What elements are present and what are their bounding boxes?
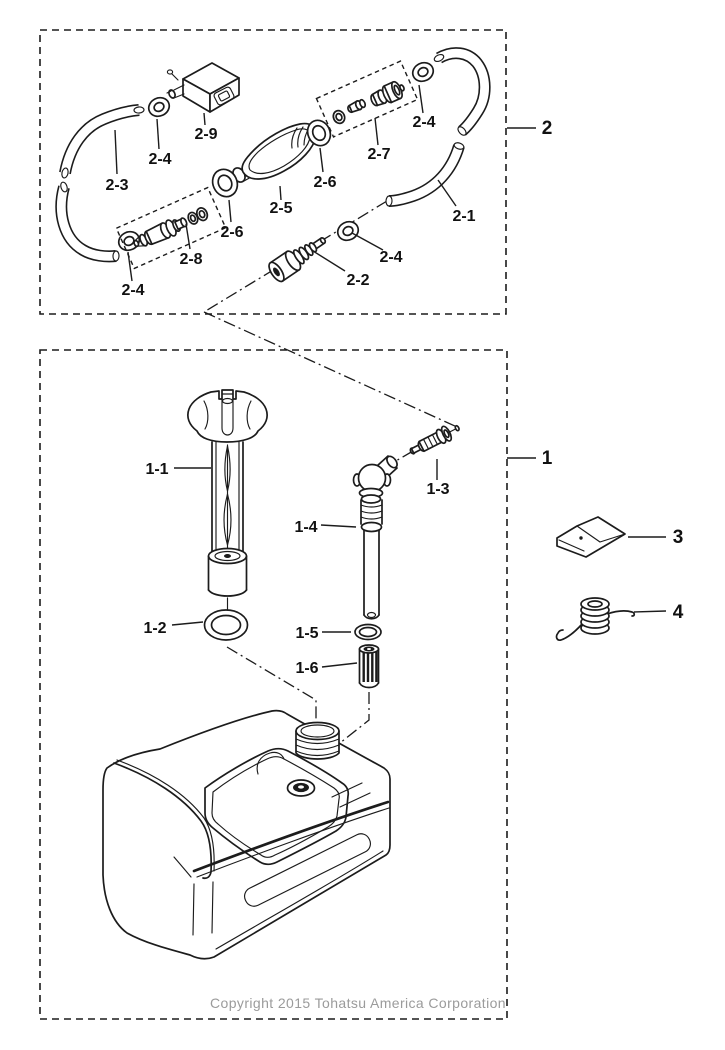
part-1-2-gasket [205, 610, 248, 640]
part-label-2-1: 2-1 [452, 208, 476, 225]
part-2-3-hose [61, 107, 144, 179]
part-2-5-primer-bulb [230, 124, 316, 185]
part-label-2-8: 2-8 [179, 251, 203, 268]
part-label-1-3: 1-3 [426, 481, 450, 498]
part-2-4-nut-1 [146, 94, 173, 119]
part-2-4-nut-4 [410, 59, 437, 84]
part-label-2-5: 2-5 [269, 200, 293, 217]
part-label-2-7: 2-7 [367, 146, 391, 163]
part-2-8-connector-assembly [131, 204, 210, 252]
part-label-2-4-d: 2-4 [379, 249, 403, 266]
leader-lines [115, 85, 666, 667]
part-label-1-2: 1-2 [143, 620, 167, 637]
part-2-2-fuel-connector [266, 230, 331, 283]
part-label-2-2: 2-2 [346, 272, 370, 289]
item-4-spring [557, 598, 635, 640]
part-2-4-nut-2 [116, 228, 143, 253]
part-label-2-3: 2-3 [105, 177, 129, 194]
part-2-1-hose-upper [433, 53, 484, 137]
part-label-1-5: 1-5 [295, 625, 319, 642]
group-label-2: 2 [541, 118, 553, 139]
item-label-3: 3 [672, 527, 684, 548]
part-label-2-9: 2-9 [194, 126, 218, 143]
part-2-9-connector [167, 63, 239, 112]
part-2-7-connector-assembly [331, 79, 407, 125]
part-label-2-4-c: 2-4 [121, 282, 145, 299]
part-label-2-4-b: 2-4 [412, 114, 436, 131]
part-2-4-nut-3 [335, 218, 362, 243]
part-1-6-filter [360, 645, 379, 688]
group-label-1: 1 [541, 448, 553, 469]
part-label-2-4-a: 2-4 [148, 151, 172, 168]
sub-box-2-7 [316, 61, 417, 137]
part-label-1-4: 1-4 [294, 519, 318, 536]
fuel-tank-body [103, 711, 390, 959]
part-label-2-6-a: 2-6 [220, 224, 244, 241]
item-label-4: 4 [672, 602, 684, 623]
part-1-4-elbow-pipe [354, 454, 400, 618]
copyright-text: Copyright 2015 Tohatsu America Corporation [210, 995, 506, 1011]
part-label-1-1: 1-1 [145, 461, 169, 478]
part-label-1-6: 1-6 [295, 660, 319, 677]
item-3-pad [557, 517, 625, 557]
part-1-5-oring [355, 625, 381, 640]
assembly-axis-lines [204, 201, 457, 780]
part-1-1-fuel-gauge-cap [188, 390, 267, 613]
part-2-1-hose-lower [386, 142, 465, 206]
part-label-2-6-b: 2-6 [313, 174, 337, 191]
